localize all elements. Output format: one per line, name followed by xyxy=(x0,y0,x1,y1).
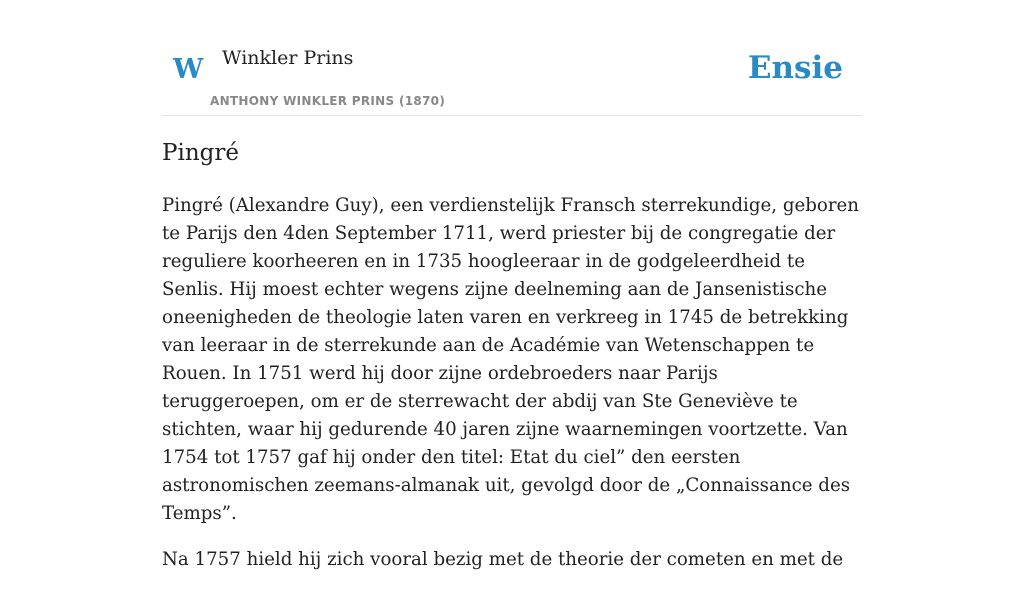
source-title-link[interactable]: Winkler Prins xyxy=(222,47,354,69)
article-paragraph-2: Na 1757 hield hij zich vooral bezig met de theorie der cometen en met de xyxy=(162,549,844,570)
source-subtitle: ANTHONY WINKLER PRINS (1870) xyxy=(210,94,446,108)
source-header xyxy=(162,40,862,116)
article-body xyxy=(162,192,864,592)
ensie-logo-link[interactable]: Ensie xyxy=(747,50,843,86)
article-paragraph-1: Pingré (Alexandre Guy), een verdienstelijk Fransch sterrekundige, geboren te Parijs den 4den September 1711, werd priester bij de congregatie der reguliere koorheeren en in 1735 hoogleeraar in de godgeleerdheid te Senlis. Hij moest echter wegens zijne deelneming aan de Jansenistische oneenigheden de theologie laten varen en verkreeg in 1745 de betrekking van leeraar in de sterrekunde aan de Académie van Wetenschappen te Rouen. In 1751 werd hij door zijne ordebroeders naar Parijs teruggeroepen, om er de sterrewacht der abdij van Ste Geneviève te stichten, waar hij gedurende 40 jaren zijne waarnemingen voortzette. Van 1754 tot 1757 gaf hij onder den titel: Etat du ciel” den eersten astronomischen zeemans-almanak uit, gevolgd door de „Connaissance des Temps”. xyxy=(162,195,859,524)
source-logo-icon[interactable]: W xyxy=(173,54,204,85)
article-title: Pingré xyxy=(162,140,239,166)
